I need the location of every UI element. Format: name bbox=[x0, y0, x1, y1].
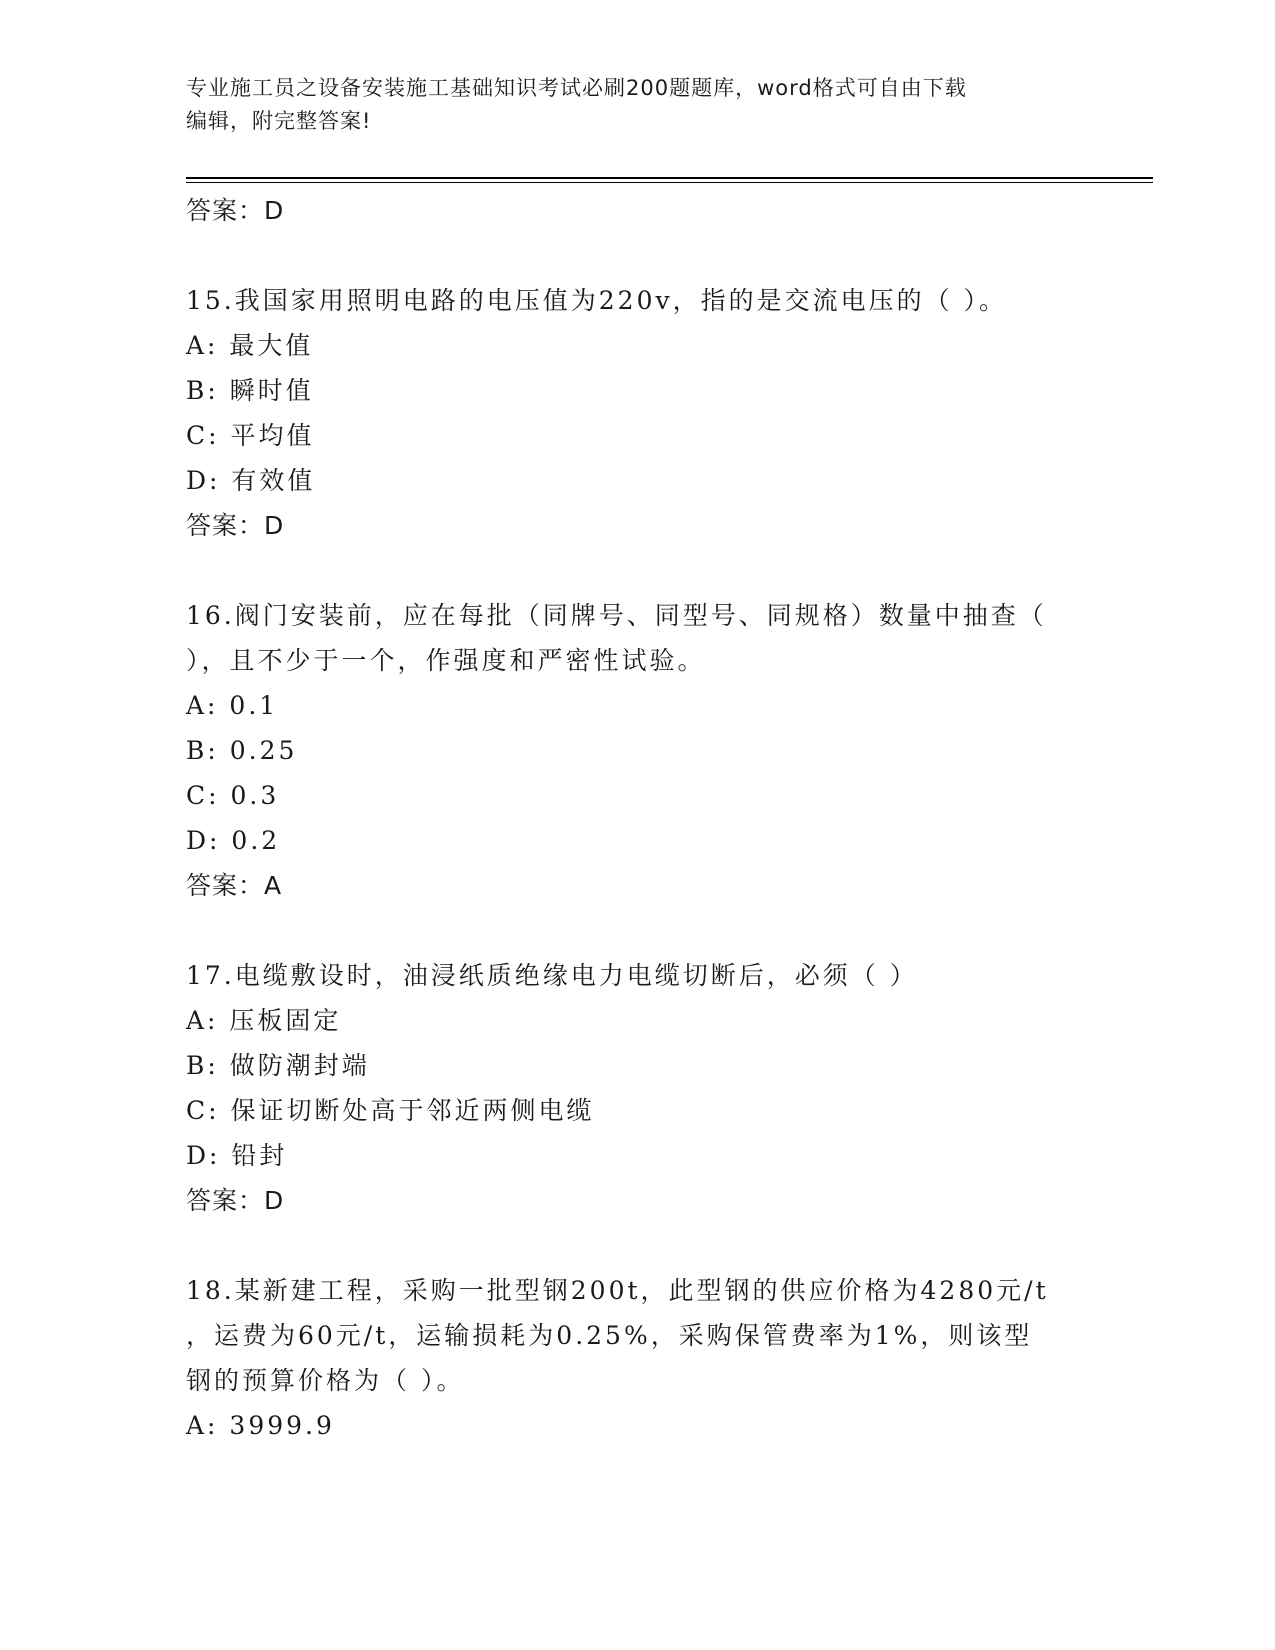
option-d: D: 铅封 bbox=[186, 1141, 288, 1170]
question-text: ，运费为60元/t，运输损耗为0.25%，采购保管费率为1%，则该型 bbox=[186, 1321, 1033, 1350]
option-b: B: 0.25 bbox=[186, 736, 298, 765]
option-b: B: 做防潮封端 bbox=[186, 1051, 370, 1080]
question-text: 15.我国家用照明电路的电压值为220v，指的是交流电压的（ ）。 bbox=[186, 286, 1008, 315]
option-a: A: 3999.9 bbox=[186, 1411, 335, 1440]
spacer bbox=[186, 908, 1086, 953]
document-body bbox=[186, 188, 1086, 1448]
question-block bbox=[186, 278, 1086, 548]
option-c: C: 保证切断处高于邻近两侧电缆 bbox=[186, 1096, 595, 1125]
page-header bbox=[186, 72, 1066, 138]
question-text: 16.阀门安装前，应在每批（同牌号、同型号、同规格）数量中抽查（ bbox=[186, 601, 1047, 630]
question-text: 钢的预算价格为（ ）。 bbox=[186, 1366, 465, 1395]
question-text: 17.电缆敷设时，油浸纸质绝缘电力电缆切断后，必须（ ） bbox=[186, 961, 918, 990]
option-a: A: 压板固定 bbox=[186, 1006, 342, 1035]
spacer bbox=[186, 1223, 1086, 1268]
option-c: C: 0.3 bbox=[186, 781, 280, 810]
header-line-1: 专业施工员之设备安装施工基础知识考试必刷200题题库，word格式可自由下载 bbox=[186, 76, 967, 100]
answer-line: 答案：A bbox=[186, 871, 283, 900]
answer-line: 答案：D bbox=[186, 1186, 285, 1215]
header-rule-thick bbox=[186, 177, 1153, 179]
option-c: C: 平均值 bbox=[186, 421, 315, 450]
spacer bbox=[186, 233, 1086, 278]
header-rule-thin bbox=[186, 182, 1153, 183]
option-a: A: 0.1 bbox=[186, 691, 279, 720]
answer-line: 答案：D bbox=[186, 511, 285, 540]
option-a: A: 最大值 bbox=[186, 331, 314, 360]
option-b: B: 瞬时值 bbox=[186, 376, 314, 405]
option-d: D: 有效值 bbox=[186, 466, 316, 495]
question-text: 18.某新建工程，采购一批型钢200t，此型钢的供应价格为4280元/t bbox=[186, 1276, 1049, 1305]
question-text: ），且不少于一个，作强度和严密性试验。 bbox=[186, 646, 706, 675]
spacer bbox=[186, 548, 1086, 593]
question-block bbox=[186, 1268, 1086, 1448]
question-block bbox=[186, 593, 1086, 908]
question-block bbox=[186, 953, 1086, 1223]
option-d: D: 0.2 bbox=[186, 826, 281, 855]
answer-line: 答案：D bbox=[186, 196, 285, 225]
header-line-2: 编辑，附完整答案! bbox=[186, 109, 372, 133]
